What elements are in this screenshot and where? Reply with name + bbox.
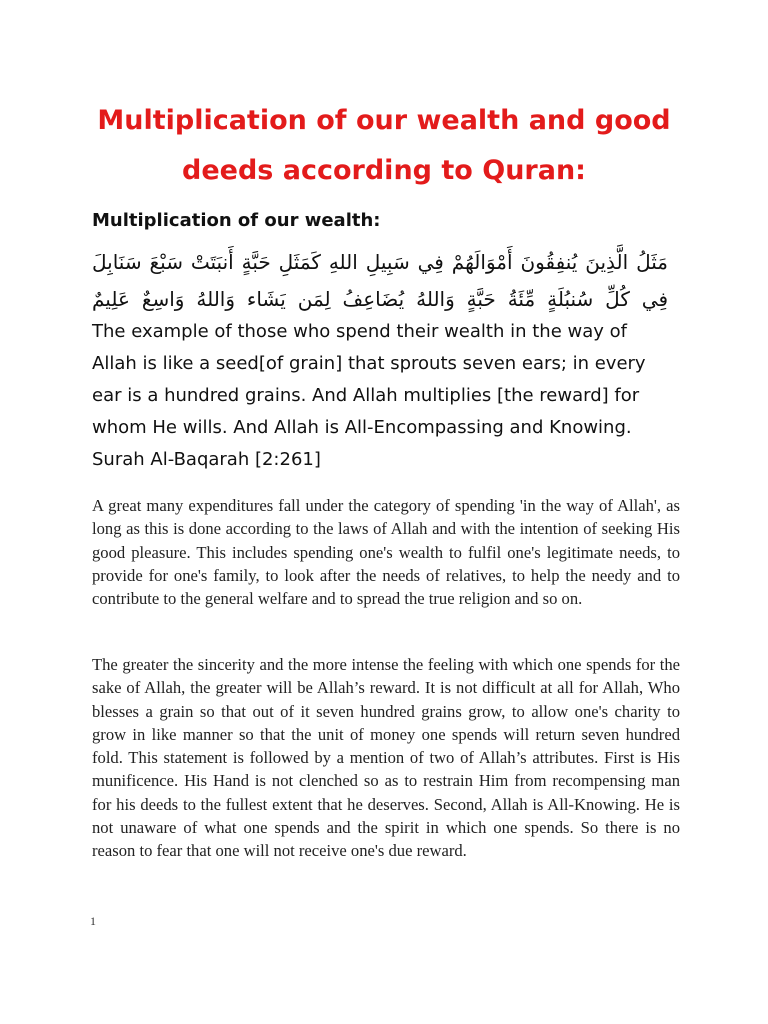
translation-line: The example of those who spend their wealth in the way of xyxy=(92,321,627,342)
body-paragraph-1: A great many expenditures fall under the category of spending 'in the way of Allah', as long as this is done according to the laws of Allah and with the intention of seeking His good pleasure. This includes spending one's wealth to fulfil one's legitimate needs, to provide for one's family, to look after the needs of relatives, to help the needy and to contribute to the general welfare and to spread the true religion and so on. xyxy=(92,496,680,609)
verse-reference: Surah Al-Baqarah [2:261] xyxy=(92,449,321,470)
arabic-verse: مَثَلُ الَّذِينَ يُنفِقُونَ أَمْوَالَهُمْ فِي سَبِيلِ اللهِ كَمَثَلِ حَبَّةٍ أَنبَتَتْ سَبْعَ سَنَابِلَ فِي كُلِّ سُنبُلَةٍ مِّئَةُ حَبَّةٍ وَاللهُ يُضَاعِفُ لِمَن يَشَاء وَاللهُ وَاسِعٌ عَلِيمٌ xyxy=(92,250,668,311)
translation-line: whom He wills. And Allah is All-Encompassing and Knowing. xyxy=(92,417,632,438)
document-title: Multiplication of our wealth and good deeds according to Quran: xyxy=(97,105,671,186)
translation-line: Allah is like a seed[of grain] that sprouts seven ears; in every xyxy=(92,353,646,374)
verse-translation xyxy=(92,316,672,476)
translation-line: ear is a hundred grains. And Allah multiplies [the reward] for xyxy=(92,385,640,406)
page-number: 1 xyxy=(90,914,96,928)
section-subtitle: Multiplication of our wealth: xyxy=(92,210,381,231)
body-paragraph-2: The greater the sincerity and the more intense the feeling with which one spends for the sake of Allah, the greater will be Allah’s reward. It is not difficult at all for Allah, Who blesses a grain so that out of it seven hundred grains grow, to allow one's charity to grow in like manner so that the unit of money one spends will return seven hundred fold. This statement is followed by a mention of two of Allah’s attributes. First is His munificence. His Hand is not clenched so as to restrain Him from recompensing man for his deeds to the fullest extent that he deserves. Second, Allah is All-Knowing. He is not unaware of what one spends and the spirit in which one spends. So there is no reason to fear that one will not receive one's due reward. xyxy=(92,655,680,861)
